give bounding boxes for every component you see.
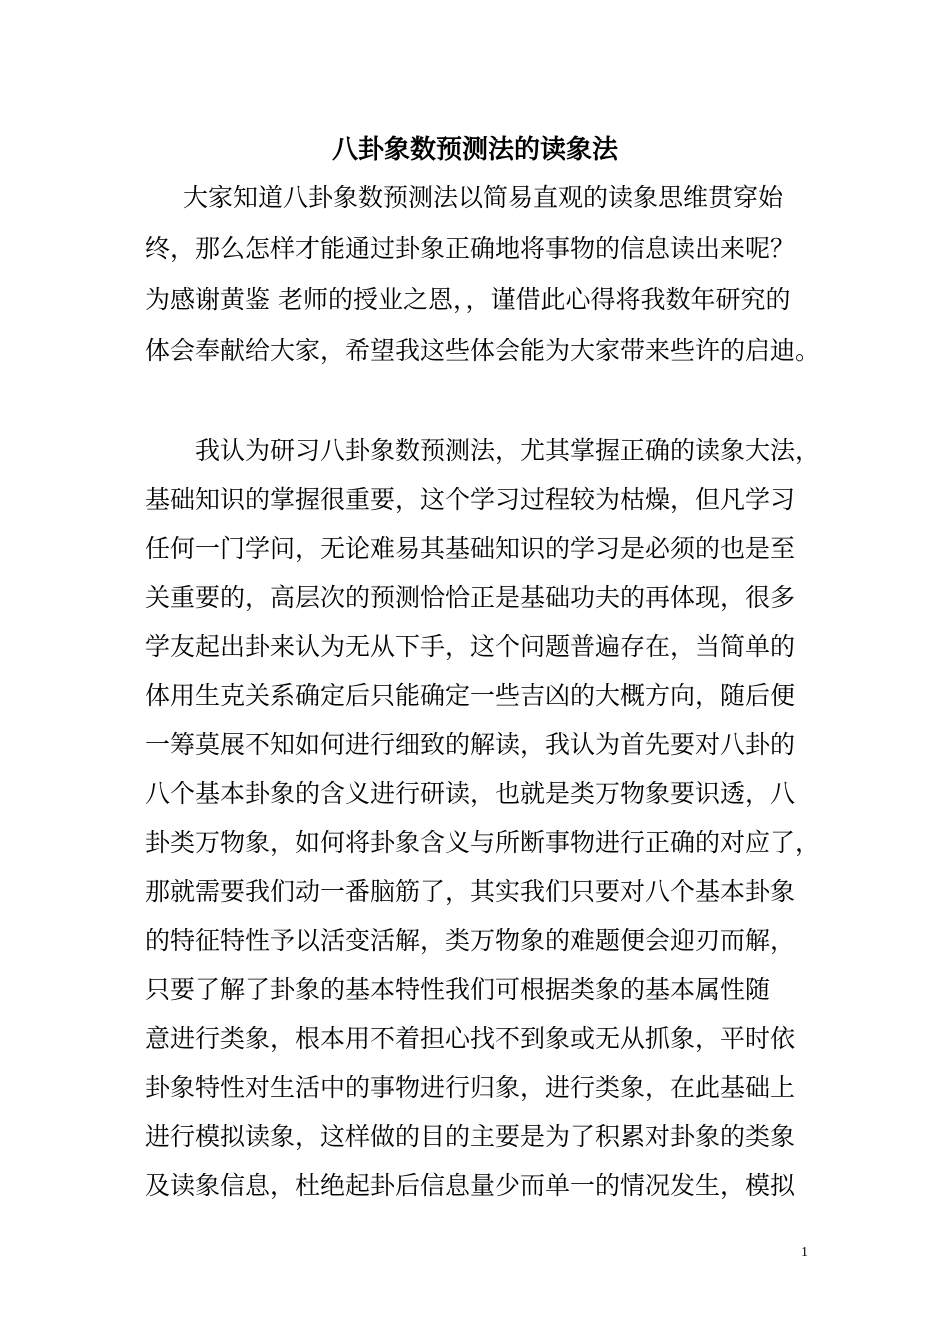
intro-line: 为感谢黄鉴 老师的授业之恩，，谨借此心得将我数年研究的 xyxy=(145,285,791,314)
body-line: 只要了解了卦象的基本特性我们可根据类象的基本属性随 xyxy=(145,975,771,1004)
body-line: 八个基本卦象的含义进行研读，也就是类万物象要识透，八 xyxy=(145,779,796,808)
body-line: 学友起出卦来认为无从下手，这个问题普遍存在，当简单的 xyxy=(145,632,796,661)
body-line: 及读象信息，杜绝起卦后信息量少而单一的情况发生，模拟 xyxy=(145,1171,796,1200)
body-line: 任何一门学问，无论难易其基础知识的学习是必须的也是至 xyxy=(145,534,796,563)
intro-line: 体会奉献给大家，希望我这些体会能为大家带来些许的启迪。 xyxy=(145,336,821,365)
body-line: 卦类万物象，如何将卦象含义与所断事物进行正确的对应了， xyxy=(145,828,821,857)
intro-line: 大家知道八卦象数预测法以简易直观的读象思维贯穿始 xyxy=(183,183,784,212)
document-title: 八卦象数预测法的读象法 xyxy=(331,135,618,165)
body-line: 意进行类象，根本用不着担心找不到象或无从抓象，平时依 xyxy=(145,1024,796,1053)
body-line: 我认为研习八卦象数预测法，尤其掌握正确的读象大法， xyxy=(195,436,821,465)
intro-line: 终，那么怎样才能通过卦象正确地将事物的信息读出来呢？ xyxy=(145,234,796,263)
body-line: 进行模拟读象，这样做的目的主要是为了积累对卦象的类象 xyxy=(145,1122,796,1151)
page-number: 1 xyxy=(801,1245,808,1260)
body-line: 体用生克关系确定后只能确定一些吉凶的大概方向，随后便 xyxy=(145,681,796,710)
body-line: 卦象特性对生活中的事物进行归象，进行类象，在此基础上 xyxy=(145,1073,796,1102)
body-line: 关重要的，高层次的预测恰恰正是基础功夫的再体现，很多 xyxy=(145,583,796,612)
body-line: 的特征特性予以活变活解，类万物象的难题便会迎刃而解， xyxy=(145,926,796,955)
body-line: 那就需要我们动一番脑筋了，其实我们只要对八个基本卦象 xyxy=(145,877,796,906)
body-line: 基础知识的掌握很重要，这个学习过程较为枯燥，但凡学习 xyxy=(145,485,796,514)
body-line: 一筹莫展不知如何进行细致的解读，我认为首先要对八卦的 xyxy=(145,730,796,759)
